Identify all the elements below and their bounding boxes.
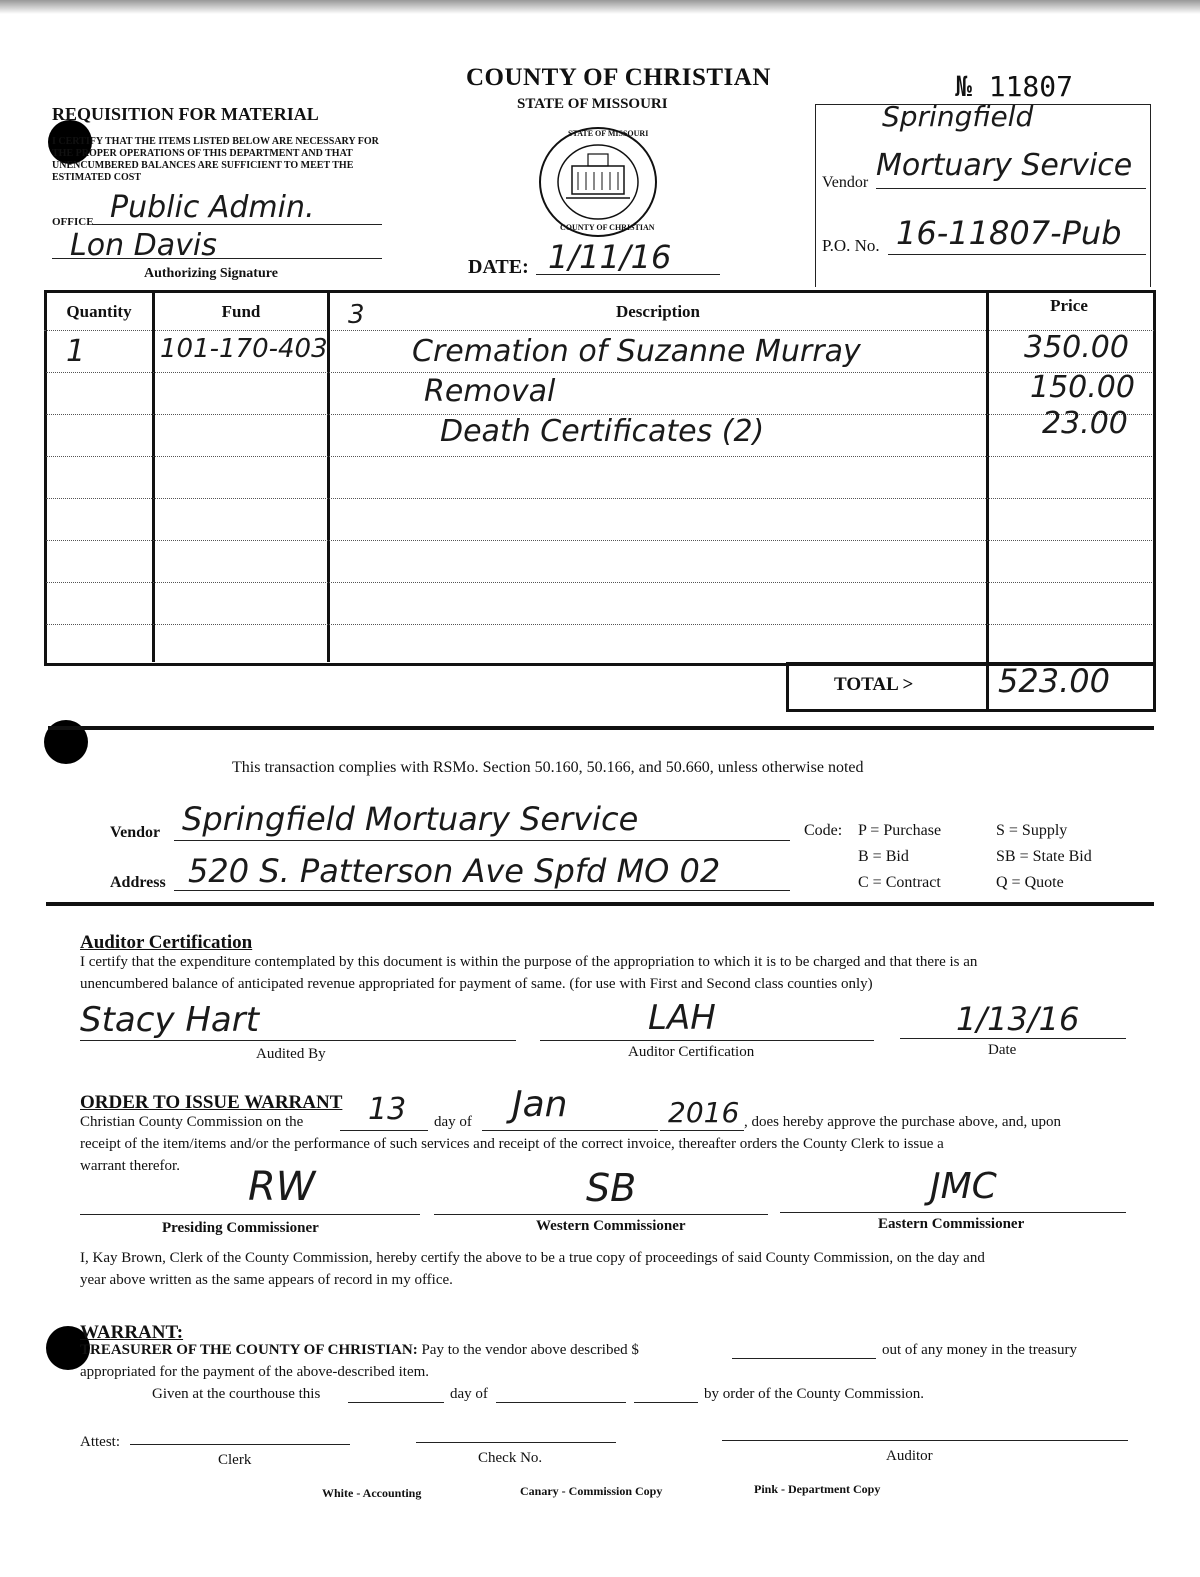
table-row-1-quantity: 1 — [66, 334, 86, 369]
compliance-vendor-label: Vendor — [110, 824, 161, 841]
office-label: OFFICE — [52, 216, 94, 228]
po-line — [888, 254, 1146, 255]
compliance-address-line — [174, 890, 790, 891]
order-year-line — [660, 1130, 744, 1131]
given-year-line — [634, 1402, 698, 1403]
table-row-3-price: 23.00 — [1042, 406, 1128, 441]
treasurer-label: TREASURER OF THE COUNTY OF CHRISTIAN: — [80, 1342, 418, 1358]
number-value: 11807 — [988, 70, 1074, 103]
table-row-2-price: 150.00 — [1030, 370, 1135, 405]
order-month-line — [482, 1130, 658, 1131]
audited-by-line — [80, 1040, 516, 1041]
presiding-signature: RW — [248, 1164, 316, 1210]
western-label: Western Commissioner — [536, 1218, 686, 1234]
vendor-box-value-1: Springfield — [882, 100, 1034, 133]
vendor-box-label: Vendor — [822, 174, 869, 191]
compliance-vendor-line — [174, 840, 790, 841]
western-signature: SB — [586, 1166, 637, 1210]
office-value: Public Admin. — [110, 190, 315, 225]
compliance-text: This transaction complies with RSMo. Section 50.160, 50.166, and 50.660, unless otherwise noted — [232, 759, 864, 776]
row-rule-4 — [46, 498, 1152, 499]
presiding-line — [80, 1214, 420, 1215]
order-month-value: Jan — [512, 1084, 568, 1125]
row-rule-1 — [46, 372, 1152, 373]
table-row-3-description: Death Certificates (2) — [440, 414, 765, 449]
vendor-box-line — [876, 188, 1146, 189]
requisition-title: REQUISITION FOR MATERIAL — [52, 104, 319, 124]
eastern-signature: JMC — [930, 1166, 997, 1207]
auditor-certification-initials: LAH — [648, 998, 716, 1038]
auditor-sign-label: Auditor — [886, 1448, 933, 1464]
total-divider — [986, 662, 989, 709]
order-line-1c: , does hereby approve the purchase above, and, upon — [744, 1114, 1061, 1130]
auditor-date-label: Date — [988, 1042, 1017, 1058]
warrant-line-2: appropriated for the payment of the above-described item. — [80, 1364, 430, 1380]
clerk-certify-1: I, Kay Brown, Clerk of the County Commission, hereby certify the above to be a true copy of proceedings of said County Commission, on the day and — [80, 1250, 985, 1266]
auditor-title: Auditor Certification — [80, 932, 253, 953]
table-col-divider-3 — [986, 290, 989, 662]
seal-text-bottom: COUNTY OF CHRISTIAN — [560, 223, 655, 232]
total-label: TOTAL > — [834, 674, 914, 695]
compliance-vendor-value: Springfield Mortuary Service — [182, 800, 639, 838]
col-header-description: Description — [615, 302, 701, 321]
form-number — [955, 70, 1073, 103]
order-line-1a: Christian County Commission on the — [80, 1114, 304, 1130]
presiding-label: Presiding Commissioner — [162, 1220, 319, 1236]
copy-pink: Pink - Department Copy — [754, 1482, 881, 1496]
row-rule-3 — [46, 456, 1152, 457]
pay-amount-line — [732, 1358, 876, 1359]
clerk-line — [130, 1444, 350, 1445]
compliance-address-value: 520 S. Patterson Ave Spfd MO 02 — [188, 852, 721, 890]
pay-text: Pay to the vendor above described $ — [421, 1342, 639, 1358]
signature-label: Authorizing Signature — [144, 266, 278, 281]
order-line-3: warrant therefor. — [80, 1158, 180, 1174]
code-quote: Q = Quote — [996, 874, 1064, 891]
order-line-2: receipt of the item/items and/or the performance of such services and receipt of the correct invoice, thereafter orders the County Clerk to issue a — [80, 1136, 944, 1152]
total-value: 523.00 — [998, 662, 1110, 700]
col-header-price: Price — [1050, 296, 1088, 315]
authorizing-signature: Lon Davis — [70, 228, 217, 263]
table-col-divider-1 — [152, 290, 155, 662]
warrant-line-1 — [80, 1342, 639, 1359]
table-row-1-description: Cremation of Suzanne Murray — [412, 334, 861, 369]
po-value: 16-11807-Pub — [896, 214, 1122, 252]
table-row-2-description: Removal — [424, 374, 556, 409]
auditor-text-2: unencumbered balance of anticipated revenue appropriated for payment of same. (for use with First and Second class counties only) — [80, 976, 873, 992]
code-state-bid: SB = State Bid — [996, 848, 1092, 865]
vendor-box-value-2: Mortuary Service — [876, 148, 1133, 183]
number-label: № — [955, 70, 972, 103]
check-line — [416, 1442, 616, 1443]
order-line-1b: day of — [434, 1114, 472, 1130]
row-rule-7 — [46, 624, 1152, 625]
section-rule-2 — [46, 902, 1154, 906]
code-contract: C = Contract — [858, 874, 941, 891]
state-subtitle: STATE OF MISSOURI — [517, 96, 668, 112]
order-title: ORDER TO ISSUE WARRANT — [80, 1092, 343, 1113]
date-label: DATE: — [468, 256, 529, 278]
clerk-certify-2: year above written as the same appears of record in my office. — [80, 1272, 453, 1288]
order-day-line — [340, 1130, 428, 1131]
given-text-a: Given at the courthouse this — [152, 1386, 321, 1402]
col-header-fund: Fund — [221, 302, 261, 321]
auditor-text-1: I certify that the expenditure contemplated by this document is within the purpose of the appropriation to which it is to be charged and that there is an — [80, 954, 978, 970]
date-value: 1/11/16 — [548, 238, 672, 276]
seal-text-top: STATE OF MISSOURI — [568, 129, 649, 138]
audited-by-signature: Stacy Hart — [80, 1000, 260, 1040]
pay-text-2: out of any money in the treasury — [882, 1342, 1077, 1358]
eastern-line — [780, 1212, 1126, 1213]
county-title: COUNTY OF CHRISTIAN — [466, 64, 771, 91]
col-header-quantity: Quantity — [66, 302, 132, 321]
code-purchase: P = Purchase — [858, 822, 942, 839]
auditor-sign-line — [722, 1440, 1128, 1441]
table-row-1-price: 350.00 — [1024, 330, 1129, 365]
code-supply: S = Supply — [996, 822, 1068, 839]
given-text-c: by order of the County Commission. — [704, 1386, 924, 1402]
audited-by-label: Audited By — [256, 1046, 326, 1062]
clerk-label: Clerk — [218, 1452, 252, 1468]
auditor-date-line — [900, 1038, 1126, 1039]
auditor-certification-label: Auditor Certification — [628, 1044, 755, 1060]
scan-top-edge — [0, 0, 1200, 14]
requisition-certify: I CERTIFY THAT THE ITEMS LISTED BELOW ARE NECESSARY FOR THE PROPER OPERATIONS OF THIS DEPARTMENT AND THAT UNENCUMBERED BALANCES ARE SUFFICIENT TO MEET THE ESTIMATED COST — [52, 136, 379, 183]
order-year-value: 2016 — [668, 1096, 740, 1129]
western-line — [434, 1214, 768, 1215]
table-row-1-fund: 101-170-403 — [160, 334, 328, 364]
section-rule-1 — [48, 726, 1154, 730]
given-day-line — [348, 1402, 444, 1403]
given-text-b: day of — [450, 1386, 488, 1402]
given-month-line — [496, 1402, 626, 1403]
copy-canary: Canary - Commission Copy — [520, 1484, 663, 1498]
attest-label: Attest: — [80, 1434, 120, 1450]
eastern-label: Eastern Commissioner — [878, 1216, 1025, 1232]
row-rule-6 — [46, 582, 1152, 583]
warrant-title: WARRANT: — [80, 1322, 184, 1343]
copy-white: White - Accounting — [322, 1486, 422, 1500]
description-extra-number: 3 — [348, 300, 365, 330]
compliance-address-label: Address — [110, 874, 166, 891]
code-label: Code: — [804, 822, 843, 839]
order-day-value: 13 — [368, 1092, 407, 1127]
auditor-certification-line — [540, 1040, 874, 1041]
row-rule-5 — [46, 540, 1152, 541]
po-label: P.O. No. — [822, 236, 880, 255]
auditor-date-value: 1/13/16 — [956, 1000, 1080, 1038]
check-label: Check No. — [478, 1450, 543, 1466]
code-bid: B = Bid — [858, 848, 909, 865]
